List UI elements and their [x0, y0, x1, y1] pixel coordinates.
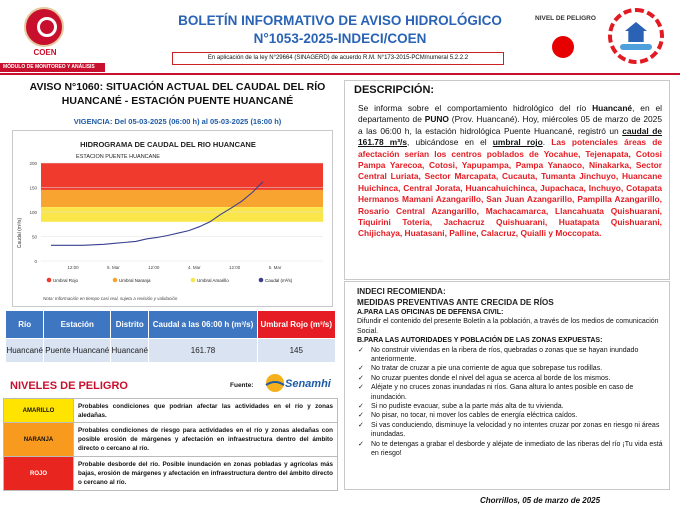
nivel-row-naranja — [4, 423, 338, 457]
y-tick-label: 0 — [34, 259, 37, 264]
niveles-table — [3, 398, 338, 491]
aviso-title: AVISO N°1060: SITUACIÓN ACTUAL DEL CAUDAL DEL RÍO HUANCANÉ - ESTACIÓN PUENTE HUANCANÉ — [29, 81, 326, 107]
recomendaciones — [357, 286, 663, 459]
nivel-amarillo-desc: Probables condiciones que podrían afectar las actividades en el río y zonas aledañas. — [74, 399, 338, 423]
cell-umbral: 145 — [257, 339, 335, 363]
list-item: ✓ Si no pudiste evacuar, sube a la parte más alta de tu vivienda. — [357, 402, 663, 411]
y-tick-label: 50 — [31, 234, 37, 240]
col-umbral-rojo: Umbral Rojo (m³/s) — [257, 311, 335, 339]
desc-part: , en el departamento de — [358, 103, 662, 125]
hydrograph-svg — [13, 131, 334, 308]
desc-umbral: umbral rojo — [492, 137, 543, 148]
desc-rio: Huancané — [592, 103, 633, 113]
cell-distrito: Huancané — [111, 339, 149, 363]
threshold-band-1 — [41, 190, 323, 207]
recomienda-title: INDECI RECOMIENDA: — [357, 287, 446, 296]
chart-title: HIDROGRAMA DE CAUDAL DEL RIO HUANCANE — [80, 140, 256, 149]
nivel-row-amarillo — [4, 399, 338, 423]
y-tick-label: 200 — [29, 161, 37, 166]
descripcion-title: DESCRIPCIÓN: — [354, 84, 435, 96]
nivel-peligro-label: NIVEL DE PELIGRO — [535, 15, 596, 22]
desc-part: (Prov. Huancané). Hoy, miércoles 05 de marzo de 2025 a las 06:00 h, la estación hidrológica Puente Huancané, registró un — [358, 114, 663, 136]
vigencia: VIGENCIA: Del 05-03-2025 (06:00 h) al 05-03-2025 (16:00 h) — [73, 117, 282, 126]
col-distrito: Distrito — [111, 311, 149, 339]
bulletin-number: N°1053-2025-INDECI/COEN — [253, 31, 427, 46]
legend-label: Caudal (m³/s) — [265, 278, 293, 283]
legend-label: Umbral Rojo — [53, 278, 79, 283]
col-estacion: Estación — [44, 311, 111, 339]
nivel-naranja-desc: Probables condiciones de riesgo para actividades en el río y zonas aledañas con posible erosión de márgenes y afectación en infraestructura dentro del ámbito directo o cercano al río. — [74, 423, 338, 457]
nivel-peligro-indicator — [552, 36, 574, 58]
legend-marker — [259, 278, 264, 283]
fuente-label: Fuente: — [230, 382, 254, 389]
station-table — [5, 310, 336, 363]
nivel-rojo-desc: Probable desborde del río. Posible inundación en zonas pobladas y agrícolas más bajas, erosión de márgenes y afectación en infraestructura dentro del ámbito directo o cercano al río. — [74, 457, 338, 491]
list-item: ✓ Aléjate y no cruces zonas inundadas ni ríos. Gana altura lo antes posible en caso de inundación. — [357, 383, 663, 402]
table-header-row — [6, 311, 336, 339]
seccion-b-title: B.PARA LAS AUTORIDADES Y POBLACIÓN DE LAS ZONAS EXPUESTAS: — [357, 337, 603, 345]
descripcion-text — [358, 103, 662, 240]
niveles-title: NIVELES DE PELIGRO — [10, 380, 128, 392]
legend-label: Umbral Amarillo — [197, 278, 229, 283]
bulletin-title — [150, 12, 530, 48]
y-tick-label: 100 — [29, 210, 37, 215]
bulletin-title-line1: BOLETÍN INFORMATIVO DE AVISO HIDROLÓGICO — [178, 13, 502, 28]
x-tick-label: 4. Mar — [187, 265, 201, 270]
chart-subtitle: ESTACION PUENTE HUANCANE — [76, 154, 160, 160]
desc-caudal: caudal de 161.78 m³/s — [358, 125, 662, 148]
list-item: ✓ No cruzar puentes donde el nivel del agua se acerca al borde de los mismos. — [357, 374, 663, 383]
y-axis-label: Caudal (m³/s) — [17, 217, 23, 249]
x-tick-label: 12:00 — [67, 265, 79, 270]
table-row — [6, 339, 336, 363]
nivel-amarillo-label: AMARILLO — [4, 399, 74, 423]
nivel-naranja-label: NARANJA — [4, 423, 74, 457]
senamhi-logo-text: Senamhi — [285, 378, 331, 390]
col-rio: Río — [6, 311, 44, 339]
seccion-a-title: A.PARA LAS OFICINAS DE DEFENSA CIVIL: — [357, 309, 504, 316]
coen-logo — [24, 7, 64, 47]
cell-rio: Huancané — [6, 339, 44, 363]
x-tick-label: 5. Mar — [268, 265, 282, 270]
list-item: ✓ No construir viviendas en la ribera de ríos, quebradas o zonas que se hayan inundado anteriormente. — [357, 346, 663, 365]
x-tick-label: 12:00 — [148, 265, 160, 270]
x-tick-label: 12:00 — [228, 265, 241, 270]
threshold-band-0 — [41, 163, 323, 190]
legend-marker — [191, 278, 196, 283]
hydrograph-chart — [12, 130, 333, 307]
nivel-row-rojo — [4, 457, 338, 491]
medidas-title: MEDIDAS PREVENTIVAS ANTE CRECIDA DE RÍOS — [357, 298, 554, 307]
desc-areas-afectacion: Las potenciales áreas de afectación serían los centros poblados de Yocahue, Tejenapata, Cotosi Pampa Yarecoa, Cotosi, Yapupampa, Pampa Yanaoco, Ninakarka, Sector Central Luriata, Sector Marcapata, Cucauta, Tumanta Jinchuyo, Huancane Huichinca, Central Jorata, Huancahuichinca, Jupachaca, Inchuyo, Cotapata Hermanos Mamani Azangarillo, San Juan Azangarillo, Pampilla Azangarillo, Rosario Central Azangarillo, Machacamarca, Llancahuata Quishuarani, Tiquirini Toteria, Jachacruz Quishuarani, Huatapata Quishuarani, Chijichaya, Huatasani, Palline, Calacruz, Quialli y Moccopata. — [358, 137, 663, 239]
seccion-a-text: Difundir el contenido del presente Boletín a la población, a través de los medios de comunicación Social. — [357, 318, 659, 335]
senamhi-logo — [264, 371, 331, 395]
coen-logo-text: COEN — [33, 48, 57, 57]
nivel-rojo-label: ROJO — [4, 457, 74, 491]
house-flood-emblem-icon — [608, 8, 664, 64]
desc-departamento: PUNO — [424, 114, 449, 125]
cell-estacion: Puente Huancané — [44, 339, 111, 363]
law-reference: En aplicación de la ley N°29664 (SINAGERD) de acuerdo R.M. N°173-2015-PCM/numeral 5.2.2.2 — [172, 52, 504, 65]
chart-note: Nota: Información en tiempo casi real, sujeta a revisión y validación — [43, 296, 178, 301]
desc-part: , ubicándose en el — [407, 137, 493, 148]
col-caudal: Caudal a las 06:00 h (m³/s) — [149, 311, 257, 339]
x-tick-label: 5. Mar — [107, 265, 120, 270]
legend-marker — [113, 278, 118, 283]
desc-part: . — [542, 137, 552, 148]
threshold-band-2 — [41, 207, 323, 222]
y-tick-label: 150 — [29, 185, 37, 191]
legend-marker — [47, 278, 52, 283]
cell-caudal: 161.78 — [149, 339, 257, 363]
list-item: ✓ No tratar de cruzar a pie una corriente de agua que sobrepase tus rodillas. — [357, 364, 663, 373]
list-item: ✓ Si vas conduciendo, disminuye la velocidad y no intentes cruzar por zonas en riesgo ni áreas inundadas. — [357, 421, 663, 440]
recomendaciones-list — [357, 346, 663, 459]
legend-label: Umbral Naranja — [119, 278, 151, 283]
desc-part: Se informa sobre el comportamiento hidrológico del río — [358, 103, 593, 113]
list-item: ✓ No te detengas a grabar el desborde y aléjate de inmediato de las riberas del río ¡Tu vida está en riesgo! — [357, 440, 663, 459]
header-divider — [0, 73, 680, 75]
modulo-banner: MÓDULO DE MONITOREO Y ANÁLISIS — [0, 63, 105, 72]
list-item: ✓ No pisar, no tocar, ni mover los cables de energía eléctrica caídos. — [357, 411, 663, 420]
fecha-lugar: Chorrillos, 05 de marzo de 2025 — [480, 496, 601, 505]
